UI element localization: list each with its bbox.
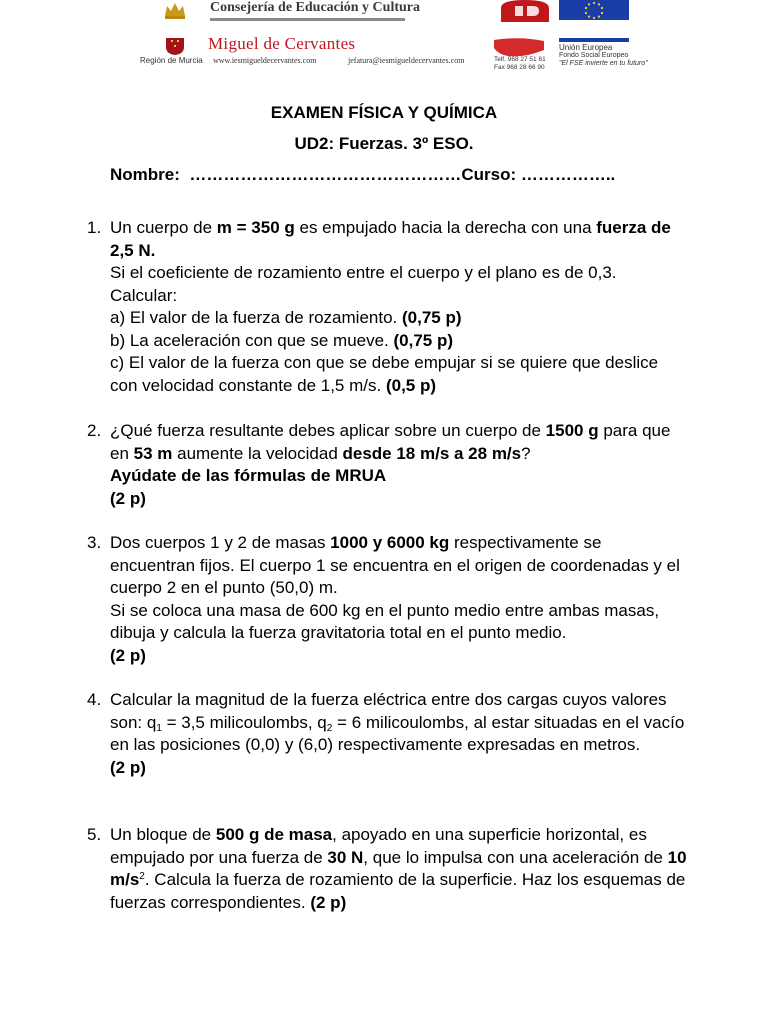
- question-3: [87, 532, 687, 667]
- eu-caption: [559, 44, 648, 68]
- question-2-points: (2 p): [110, 488, 146, 508]
- question-1-part-b: b) La aceleración con que se mueve. (0,75 p): [110, 330, 454, 350]
- school-emblem-icon: [494, 38, 546, 58]
- question-number: 4.: [87, 690, 102, 709]
- question-number: 2.: [87, 421, 102, 440]
- question-5: [87, 824, 687, 914]
- school-name: Miguel de Cervantes: [208, 34, 356, 53]
- question-number: 5.: [87, 825, 102, 844]
- question-number: 3.: [87, 533, 102, 552]
- eu-slogan: "El FSE invierte en tu futuro": [559, 60, 648, 67]
- telephone: Telf. 968 27 51 61: [494, 56, 546, 63]
- exam-subtitle: UD2: Fuerzas. 3º ESO.: [294, 134, 474, 153]
- email-link[interactable]: jefatura@iesmigueldecervantes.com: [348, 56, 465, 65]
- question-1: [87, 217, 687, 397]
- question-1-statement: Un cuerpo de m = 350 g es empujado hacia la derecha con una fuerza de 2,5 N.: [110, 218, 671, 260]
- question-1-calculate: Calcular:: [110, 285, 178, 305]
- question-1-friction: Si el coeficiente de rozamiento entre el cuerpo y el plano es de 0,3.: [110, 263, 617, 282]
- murcia-coat-of-arms-icon: [162, 36, 188, 56]
- question-2: [87, 420, 687, 510]
- question-3-points: (2 p): [110, 645, 146, 665]
- murcia-crown-icon: [162, 0, 188, 20]
- letterhead: [0, 0, 768, 80]
- question-1-part-c: c) El valor de la fuerza con que se debe empujar si se quiere que deslice con velocidad constante de 1,5 m/s. (0,5 p): [110, 353, 659, 395]
- instituto-strikethrough-text: [210, 14, 410, 27]
- question-3-statement: Dos cuerpos 1 y 2 de masas 1000 y 6000 kg respectivamente se encuentran fijos. El cuerpo 1 se encuentra en el origen de coordenadas y el cuerpo 2 en el punto (50,0) m.: [110, 533, 680, 597]
- eu-label: Unión Europea: [559, 43, 613, 52]
- question-5-statement: Un bloque de 500 g de masa, apoyado en una superficie horizontal, es empujado por una fuerza de 30 N, que lo impulsa con una aceleración de 10 $m/s^2$. Calcula la fuerza de rozamiento de la superficie. Haz los esquemas de fuerzas correspondientes. (2 p): [110, 825, 687, 912]
- question-4: [87, 689, 687, 779]
- question-number: 1.: [87, 218, 102, 237]
- question-1-part-a: a) El valor de la fuerza de rozamiento. (0,75 p): [110, 308, 462, 327]
- fax: Fax 968 28 66 90: [494, 63, 545, 71]
- consejeria-label: Consejería de Educación y Cultura: [210, 0, 420, 15]
- exam-title: EXAMEN FÍSICA Y QUÍMICA: [270, 103, 498, 122]
- name-course-line: Nombre: …………………………………………Curso: ……………..: [110, 165, 616, 184]
- question-4-statement: Calcular la magnitud de la fuerza eléctrica entre dos cargas cuyos valores son: $q_1 = 3,5$ milicoulombs, $q_2 = 6$ milicoulombs, al estar situadas en el vacío en las posiciones (0,0) y (6,0) respectivamente expresadas en metros.: [110, 690, 685, 754]
- eu-flag-icon: [559, 0, 629, 20]
- eu-fund: Fondo Social Europeo: [559, 52, 629, 59]
- contact-phones: [494, 56, 546, 71]
- question-4-points: (2 p): [110, 757, 146, 777]
- website-link[interactable]: www.iesmigueldecervantes.com: [213, 56, 317, 65]
- question-3-task: Si se coloca una masa de 600 kg en el punto medio entre ambas masas, dibuja y calcula la fuerza gravitatoria total en el punto medio.: [110, 600, 660, 642]
- region-label: Región de Murcia: [140, 56, 203, 65]
- school-logo-icon: [499, 0, 551, 22]
- eu-band: [559, 38, 629, 42]
- question-2-hint: Ayúdate de las fórmulas de MRUA: [110, 466, 387, 485]
- question-2-statement: ¿Qué fuerza resultante debes aplicar sobre un cuerpo de 1500 g para que en 53 m aumente la velocidad desde 18 m/s a 28 m/s?: [110, 421, 671, 463]
